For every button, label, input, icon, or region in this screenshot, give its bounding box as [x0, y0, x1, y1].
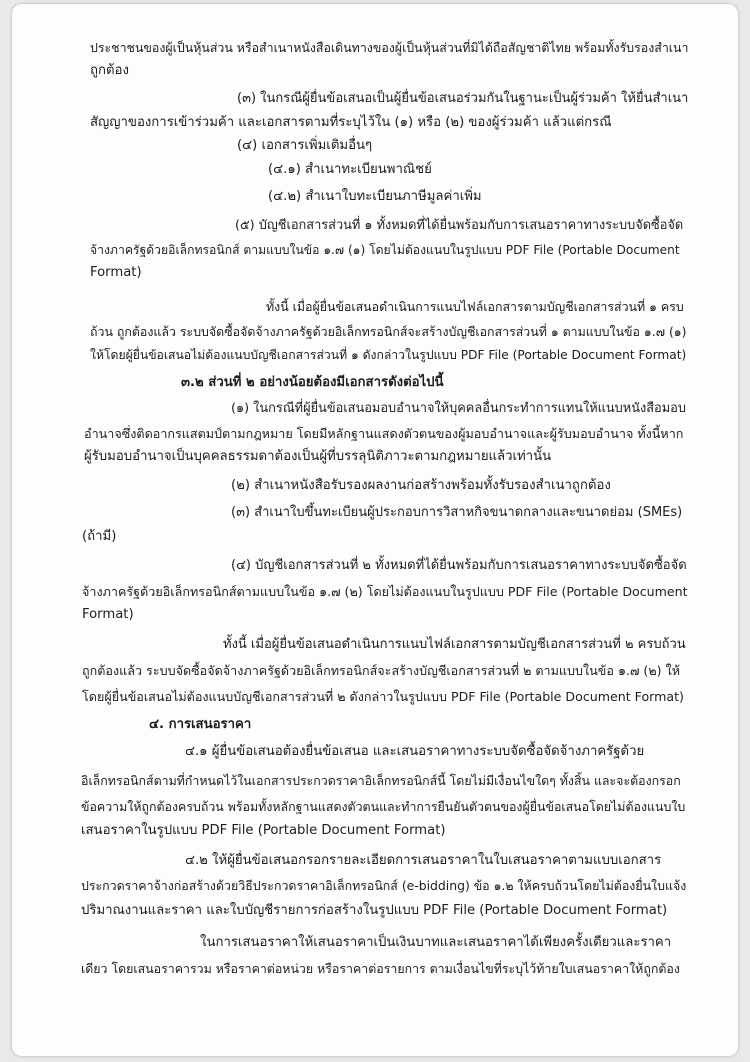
document-page — [12, 4, 738, 1056]
text-line: อำนาจซึ่งติดอากรแสตมป์ตามกฎหมาย โดยมีหลักฐานแสดงตัวตนของผู้มอบอำนาจและผู้รับมอบอำนาจ ทั้งนี้หาก — [84, 426, 684, 441]
text-line: ถูกต้อง — [90, 63, 129, 78]
text-line: (๔) เอกสารเพิ่มเติมอื่นๆ — [237, 138, 373, 153]
text-line: (๔) บัญชีเอกสารส่วนที่ ๒ ทั้งหมดที่ได้ยื่นพร้อมกับการเสนอราคาทางระบบจัดซื้อจัด — [231, 558, 687, 573]
text-line: (๓) สำเนาใบขึ้นทะเบียนผู้ประกอบการวิสาหกิจขนาดกลางและขนาดย่อม (SMEs) — [231, 505, 683, 520]
text-line: ๔.๑ ผู้ยื่นข้อเสนอต้องยื่นข้อเสนอ และเสนอราคาทางระบบจัดซื้อจัดจ้างภาครัฐด้วย — [185, 744, 645, 759]
text-line: เดียว โดยเสนอราคารวม หรือราคาต่อหน่วย หรือราคาต่อรายการ ตามเงื่อนไขที่ระบุไว้ท้ายใบเสนอราคาให้ถูกต้อง — [81, 961, 680, 976]
text-line: (ถ้ามี) — [82, 529, 117, 544]
text-line: ทั้งนี้ เมื่อผู้ยื่นข้อเสนอดำเนินการแนบไฟล์เอกสารตามบัญชีเอกสารส่วนที่ ๑ ครบ — [266, 299, 684, 314]
text-line: ถูกต้องแล้ว ระบบจัดซื้อจัดจ้างภาครัฐด้วยอิเล็กทรอนิกส์จะสร้างบัญชีเอกสารส่วนที่ ๒ ตามแบบในข้อ ๑.๗ (๒) ให้ — [82, 663, 681, 678]
text-line: ในการเสนอราคาให้เสนอราคาเป็นเงินบาทและเสนอราคาได้เพียงครั้งเดียวและราคา — [200, 935, 672, 950]
text-line: ประชาชนของผู้เป็นหุ้นส่วน หรือสำเนาหนังสือเดินทางของผู้เป็นหุ้นส่วนที่มิได้ถือสัญชาติไทย พร้อมทั้งรับรองสำเนา — [90, 40, 689, 55]
text-line: สัญญาของการเข้าร่วมค้า และเอกสารตามที่ระบุไว้ใน (๑) หรือ (๒) ของผู้ร่วมค้า แล้วแต่กรณี — [90, 115, 612, 130]
text-line: ข้อความให้ถูกต้องครบถ้วน พร้อมทั้งหลักฐานแสดงตัวตนและทำการยืนยันตัวตนของผู้ยื่นข้อเสนอโดยไม่ต้องแนบใบ — [81, 799, 686, 814]
text-line: ๔.๒ ให้ผู้ยื่นข้อเสนอกรอกรายละเอียดการเสนอราคาในใบเสนอราคาตามแบบเอกสาร — [185, 853, 662, 868]
text-line: (๕) บัญชีเอกสารส่วนที่ ๑ ทั้งหมดที่ได้ยื่นพร้อมกับการเสนอราคาทางระบบจัดซื้อจัด — [235, 218, 684, 233]
text-line: ปริมาณงานและราคา และใบบัญชีรายการก่อสร้างในรูปแบบ PDF File (Portable Document Format) — [81, 903, 668, 918]
section-heading: ๓.๒ ส่วนที่ ๒ อย่างน้อยต้องมีเอกสารดังต่อไปนี้ — [181, 375, 444, 390]
text-line: ให้โดยผู้ยื่นข้อเสนอไม่ต้องแนบบัญชีเอกสารส่วนที่ ๑ ดังกล่าวในรูปแบบ PDF File (Portable Document Format) — [90, 348, 687, 362]
text-line: (๓) ในกรณีผู้ยื่นข้อเสนอเป็นผู้ยื่นข้อเสนอร่วมกันในฐานะเป็นผู้ร่วมค้า ให้ยื่นสำเนา — [237, 91, 689, 106]
text-line: (๔.๑) สำเนาทะเบียนพาณิชย์ — [268, 162, 432, 177]
text-line: Format) — [90, 265, 142, 280]
text-line: Format) — [82, 607, 134, 622]
text-line: (๑) ในกรณีที่ผู้ยื่นข้อเสนอมอบอำนาจให้บุคคลอื่นกระทำการแทนให้แนบหนังสือมอบ — [231, 401, 686, 416]
text-line: อิเล็กทรอนิกส์ตามที่กำหนดไว้ในเอกสารประกวดราคาอิเล็กทรอนิกส์นี้ โดยไม่มีเงื่อนไขใดๆ ทั้งสิ้น และจะต้องกรอก — [81, 773, 681, 788]
text-line: (๔.๒) สำเนาใบทะเบียนภาษีมูลค่าเพิ่ม — [268, 189, 482, 204]
text-line: โดยผู้ยื่นข้อเสนอไม่ต้องแนบบัญชีเอกสารส่วนที่ ๒ ดังกล่าวในรูปแบบ PDF File (Portable Document Format) — [82, 689, 684, 704]
text-line: เสนอราคาในรูปแบบ PDF File (Portable Document Format) — [81, 823, 446, 838]
text-line: จ้างภาครัฐด้วยอิเล็กทรอนิกส์ ตามแบบในข้อ ๑.๗ (๑) โดยไม่ต้องแนบในรูปแบบ PDF File (Portable Document — [90, 243, 680, 257]
text-line: ประกวดราคาจ้างก่อสร้างด้วยวิธีประกวดราคาอิเล็กทรอนิกส์ (e-bidding) ข้อ ๑.๒ ให้ครบถ้วนโดยไม่ต้องยื่นใบแจ้ง — [81, 878, 687, 893]
section-heading: ๔. การเสนอราคา — [149, 717, 252, 732]
text-line: ทั้งนี้ เมื่อผู้ยื่นข้อเสนอดำเนินการแนบไฟล์เอกสารตามบัญชีเอกสารส่วนที่ ๒ ครบถ้วน — [223, 637, 686, 652]
text-line: จ้างภาครัฐด้วยอิเล็กทรอนิกส์ตามแบบในข้อ ๑.๗ (๒) โดยไม่ต้องแนบในรูปแบบ PDF File (Portable Document — [82, 584, 688, 599]
text-line: ถ้วน ถูกต้องแล้ว ระบบจัดซื้อจัดจ้างภาครัฐด้วยอิเล็กทรอนิกส์จะสร้างบัญชีเอกสารส่วนที่ ๑ ตามแบบในข้อ ๑.๗ (๑) — [90, 324, 687, 339]
text-line: (๒) สำเนาหนังสือรับรองผลงานก่อสร้างพร้อมทั้งรับรองสำเนาถูกต้อง — [231, 478, 611, 493]
text-line: ผู้รับมอบอำนาจเป็นบุคคลธรรมดาต้องเป็นผู้ที่บรรลุนิติภาวะตามกฎหมายแล้วเท่านั้น — [84, 449, 552, 464]
